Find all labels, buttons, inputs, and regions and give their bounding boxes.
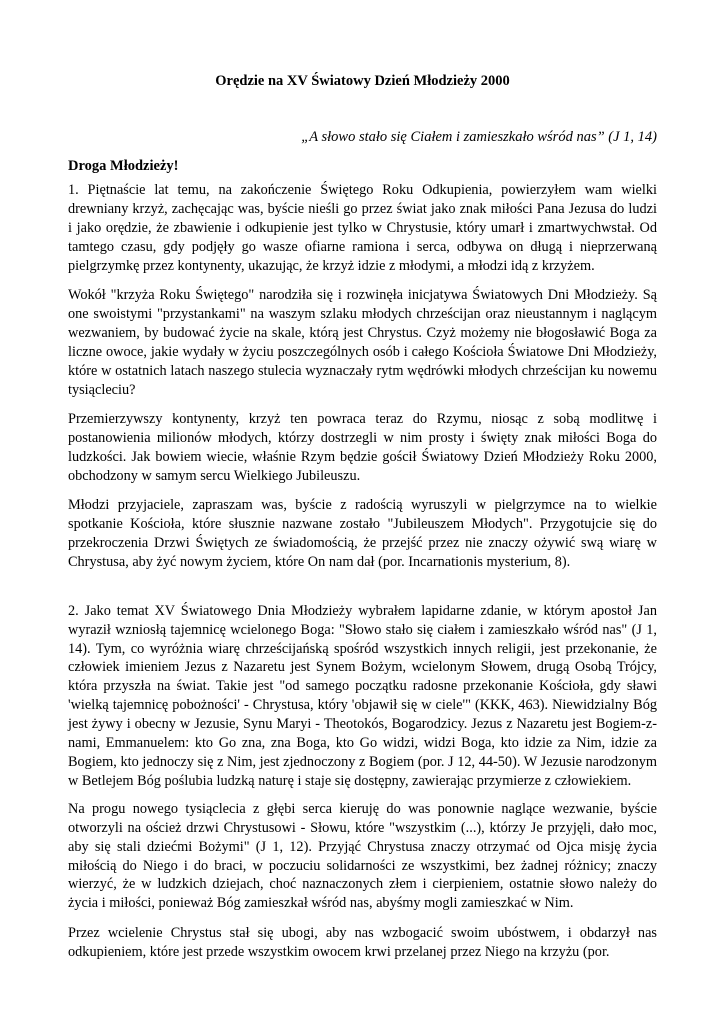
greeting: Droga Młodzieży!	[68, 158, 179, 174]
paragraph: Wokół "krzyża Roku Świętego" narodziła się i rozwinęła inicjatywa Światowych Dni Młodzieży. Są one swoistymi "przystankami" na waszym szlaku młodych chrześcijan oraz nieustannym i naglącym wezwaniem, by budować życie na skale, którą jest Chrystus. Czyż możemy nie błogosławić Boga za liczne owoce, jakie wydały w życiu poszczególnych osób i całego Kościoła Światowe Dni Młodzieży, które w ostatnich latach naszego stulecia wyznaczały rytm wędrówki młodych chrześcijan ku nowemu tysiącleciu?	[68, 287, 657, 398]
document-body	[68, 181, 657, 972]
paragraph: 1. Piętnaście lat temu, na zakończenie Świętego Roku Odkupienia, powierzyłem wam wielki drewniany krzyż, zachęcając was, byście nieśli go przez świat jako znak miłości Pana Jezusa do ludzi i jako orędzie, że zbawienie i odkupienie jest tylko w Chrystusie, który umarł i zmartwychwstał. Od tamtego czasu, gdy podjęły go wasze ofiarne ramiona i serca, odbywa on długą i nieprzerwaną pielgrzymkę przez kontynenty, ukazując, że krzyż idzie z młodymi, a młodzi idą z krzyżem.	[68, 182, 657, 274]
document-title: Orędzie na XV Światowy Dzień Młodzieży 2000	[215, 73, 510, 89]
paragraph: Na progu nowego tysiąclecia z głębi serca kieruję do was ponownie naglące wezwanie, byście otworzyli na oścież drzwi Chrystusowi - Słowu, które "wszystkim (...), którzy Je przyjęli, dało moc, aby się stali dziećmi Bożymi" (J 1, 12). Przyjąć Chrystusa znaczy otrzymać od Ojca misję życia miłością do Niego i do braci, w poczuciu solidarności ze wszystkimi, bez żadnej różnicy; znaczy wierzyć, że w ludzkich dziejach, choć naznaczonych złem i cierpieniem, ostatnie słowo należy do życia i miłości, ponieważ Bóg zamieszkał wśród nas, abyśmy mogli zamieszkać w Nim.	[68, 800, 657, 912]
paragraph: Przez wcielenie Chrystus stał się ubogi, aby nas wzbogacić swoim ubóstwem, i obdarzył nas odkupieniem, które jest przede wszystkim owocem krwi przelanej przez Niego na krzyżu (por.	[68, 924, 657, 960]
paragraph: Przemierzywszy kontynenty, krzyż ten powraca teraz do Rzymu, niosąc z sobą modlitwę i postanowienia milionów młodych, którzy dostrzegli w nim prosty i święty znak miłości Boga do ludzkości. Jak bowiem wiecie, właśnie Rzym będzie gościł Światowy Dzień Młodzieży Roku 2000, obchodzony w samym sercu Wielkiego Jubileuszu.	[68, 410, 657, 484]
paragraph: Młodzi przyjaciele, zapraszam was, byście z radością wyruszyli w pielgrzymce na to wielkie spotkanie Kościoła, które słusznie nazwane zostało "Jubileuszem Młodych". Przygotujcie się do przekroczenia Drzwi Świętych ze świadomością, że przejść przez nie znaczy ożywić swą wiarę w Chrystusa, aby żyć nowym życiem, które On nam dał (por. Incarnationis mysterium, 8).	[68, 497, 657, 570]
motto-quote: „A słowo stało się Ciałem i zamieszkało wśród nas” (J 1, 14)	[301, 129, 657, 145]
paragraph: 2. Jako temat XV Światowego Dnia Młodzieży wybrałem lapidarne zdanie, w którym apostoł Jan wyraził wzniosłą tajemnicę wcielonego Boga: "Słowo stało się ciałem i zamieszkało wśród nas" (J 1, 14). Tym, co wyróżnia wiarę chrześcijańską spośród wszystkich innych religii, jest przekonanie, że człowiek imieniem Jezus z Nazaretu jest Synem Bożym, wcielonym Słowem, drugą Osobą Trójcy, która przyszła na świat. Takie jest "od samego początku radosne przekonanie Kościoła, gdy sławi 'wielką tajemnicę pobożności' - Chrystusa, który 'objawił się w ciele'" (KKK, 463). Niewidzialny Bóg jest żywy i obecny w Jezusie, Synu Maryi - Theotokós, Bogarodzicy. Jezus z Nazaretu jest Bogiem-z-nami, Emmanuelem: kto Go zna, zna Boga, kto Go widzi, widzi Boga, kto idzie za Nim, idzie za Bogiem, kto jednoczy się z Nim, jest zjednoczony z Bogiem (por. J 12, 44-50). W Jezusie narodzonym w Betlejem Bóg poślubia ludzką naturę i staje się dostępny, zawierając przymierze z człowiekiem.	[68, 602, 657, 789]
